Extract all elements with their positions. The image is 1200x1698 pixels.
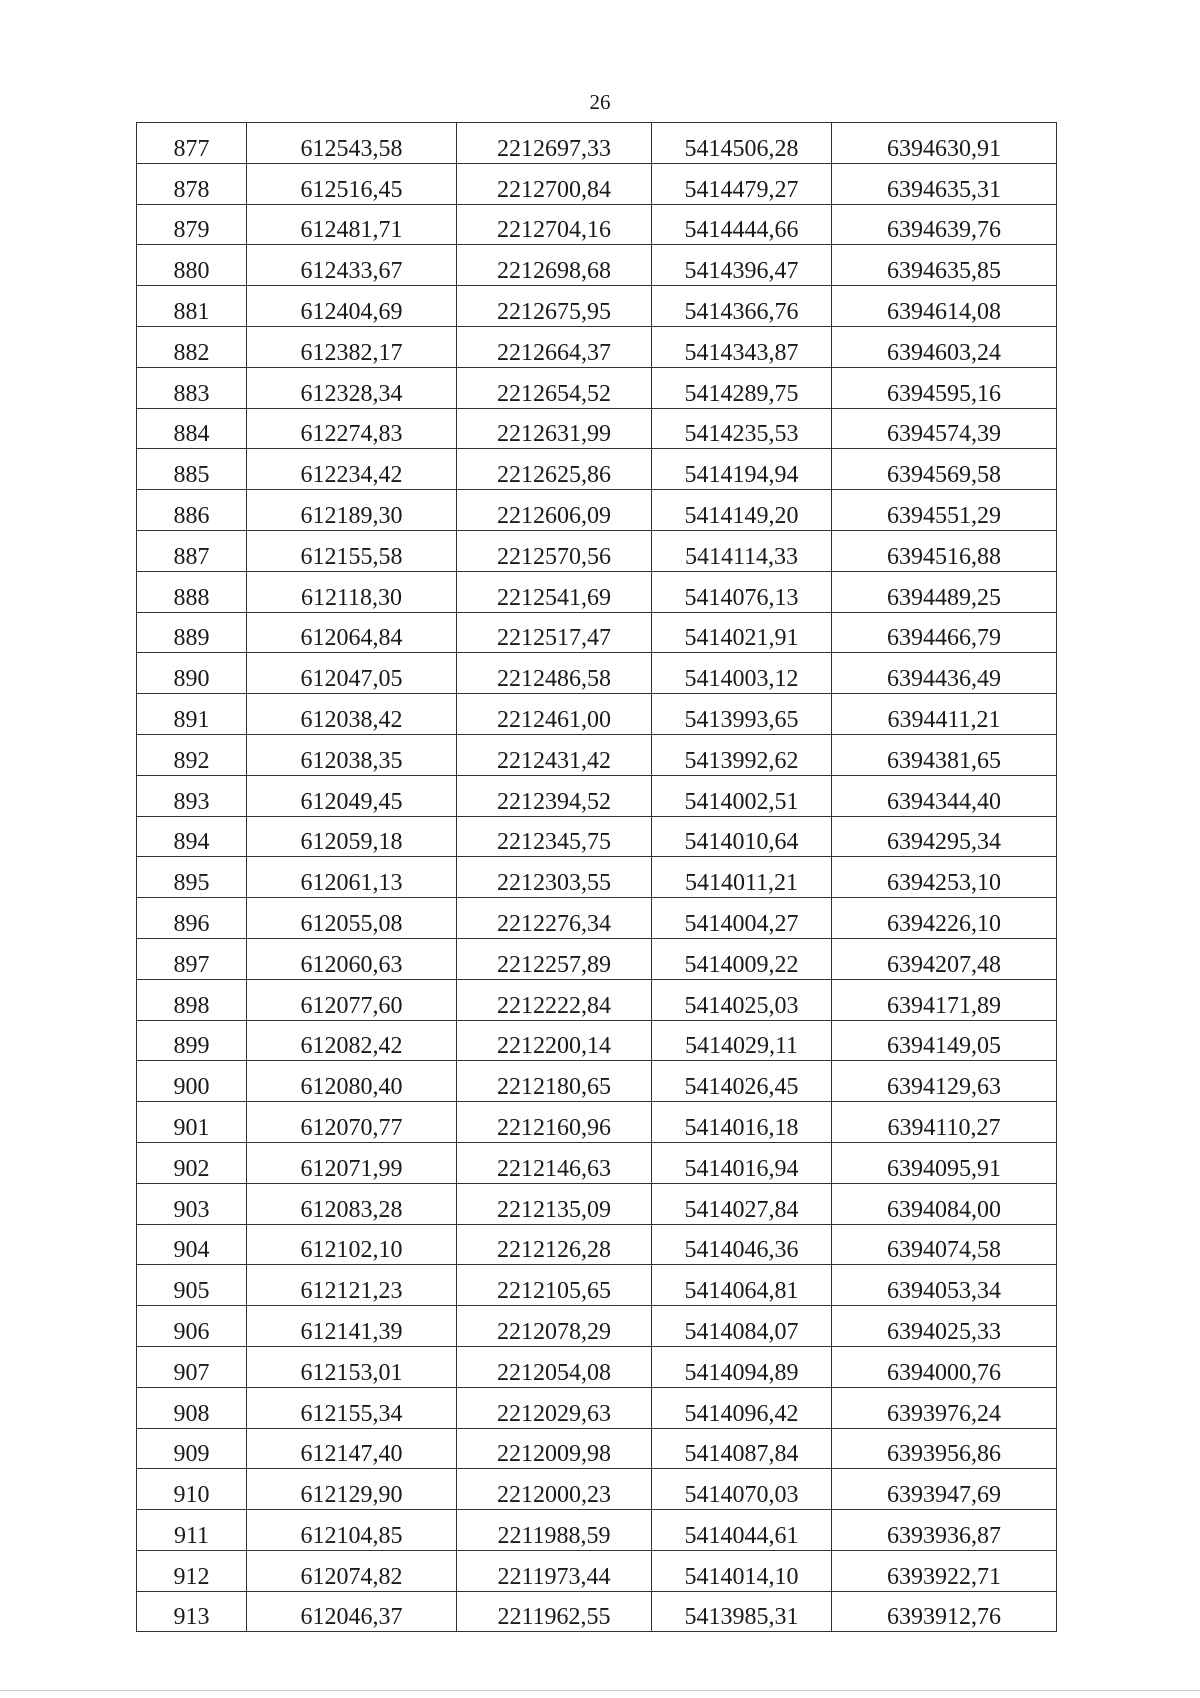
table-row — [137, 326, 1057, 367]
coord-x2-cell: 5414114,33 — [652, 530, 832, 571]
table-row — [137, 816, 1057, 857]
coord-y1-cell: 2212200,14 — [457, 1020, 652, 1061]
coord-y2-cell: 6394253,10 — [832, 857, 1057, 898]
coord-y1-cell: 2212486,58 — [457, 653, 652, 694]
point-number-cell: 898 — [137, 979, 247, 1020]
point-number-cell: 899 — [137, 1020, 247, 1061]
coord-x2-cell: 5414149,20 — [652, 490, 832, 531]
coord-x2-cell: 5414444,66 — [652, 204, 832, 245]
coord-x1-cell: 612234,42 — [247, 449, 457, 490]
coord-y2-cell: 6394110,27 — [832, 1102, 1057, 1143]
coord-y1-cell: 2212009,98 — [457, 1428, 652, 1469]
coord-y2-cell: 6394551,29 — [832, 490, 1057, 531]
coord-x2-cell: 5414094,89 — [652, 1346, 832, 1387]
coord-x2-cell: 5414396,47 — [652, 245, 832, 286]
table-row — [137, 1428, 1057, 1469]
coord-y2-cell: 6393936,87 — [832, 1510, 1057, 1551]
coord-y2-cell: 6394053,34 — [832, 1265, 1057, 1306]
coord-y1-cell: 2212029,63 — [457, 1387, 652, 1428]
coord-y2-cell: 6394411,21 — [832, 694, 1057, 735]
coord-x1-cell: 612082,42 — [247, 1020, 457, 1061]
table-row — [137, 1183, 1057, 1224]
point-number-cell: 877 — [137, 123, 247, 164]
table-row — [137, 1306, 1057, 1347]
coord-y1-cell: 2212461,00 — [457, 694, 652, 735]
coord-x2-cell: 5414003,12 — [652, 653, 832, 694]
coord-x2-cell: 5414021,91 — [652, 612, 832, 653]
coord-x1-cell: 612155,34 — [247, 1387, 457, 1428]
point-number-cell: 886 — [137, 490, 247, 531]
coord-x1-cell: 612038,35 — [247, 734, 457, 775]
coord-y2-cell: 6394149,05 — [832, 1020, 1057, 1061]
coord-x2-cell: 5414366,76 — [652, 286, 832, 327]
coord-y2-cell: 6394635,31 — [832, 163, 1057, 204]
coord-x1-cell: 612080,40 — [247, 1061, 457, 1102]
coord-y1-cell: 2212394,52 — [457, 775, 652, 816]
point-number-cell: 904 — [137, 1224, 247, 1265]
coord-y1-cell: 2212257,89 — [457, 938, 652, 979]
coord-x1-cell: 612060,63 — [247, 938, 457, 979]
coord-y1-cell: 2212000,23 — [457, 1469, 652, 1510]
coord-x2-cell: 5414002,51 — [652, 775, 832, 816]
coord-x1-cell: 612083,28 — [247, 1183, 457, 1224]
coord-x2-cell: 5414084,07 — [652, 1306, 832, 1347]
coord-y2-cell: 6394516,88 — [832, 530, 1057, 571]
point-number-cell: 901 — [137, 1102, 247, 1143]
point-number-cell: 907 — [137, 1346, 247, 1387]
coord-x1-cell: 612155,58 — [247, 530, 457, 571]
point-number-cell: 887 — [137, 530, 247, 571]
coord-x1-cell: 612049,45 — [247, 775, 457, 816]
coord-y1-cell: 2212704,16 — [457, 204, 652, 245]
point-number-cell: 891 — [137, 694, 247, 735]
coord-x1-cell: 612104,85 — [247, 1510, 457, 1551]
coord-x1-cell: 612121,23 — [247, 1265, 457, 1306]
point-number-cell: 884 — [137, 408, 247, 449]
table-row — [137, 694, 1057, 735]
coord-y2-cell: 6394084,00 — [832, 1183, 1057, 1224]
coord-x2-cell: 5414506,28 — [652, 123, 832, 164]
table-row — [137, 612, 1057, 653]
point-number-cell: 885 — [137, 449, 247, 490]
coord-y1-cell: 2212654,52 — [457, 367, 652, 408]
point-number-cell: 878 — [137, 163, 247, 204]
coord-y1-cell: 2212631,99 — [457, 408, 652, 449]
point-number-cell: 894 — [137, 816, 247, 857]
coord-y1-cell: 2212135,09 — [457, 1183, 652, 1224]
coord-x2-cell: 5414016,94 — [652, 1142, 832, 1183]
point-number-cell: 890 — [137, 653, 247, 694]
coord-x1-cell: 612141,39 — [247, 1306, 457, 1347]
coord-x2-cell: 5414014,10 — [652, 1550, 832, 1591]
coord-y2-cell: 6394489,25 — [832, 571, 1057, 612]
table-row — [137, 1224, 1057, 1265]
coord-y1-cell: 2212126,28 — [457, 1224, 652, 1265]
coord-x1-cell: 612038,42 — [247, 694, 457, 735]
coord-x2-cell: 5414009,22 — [652, 938, 832, 979]
coord-x2-cell: 5414076,13 — [652, 571, 832, 612]
coord-y2-cell: 6394639,76 — [832, 204, 1057, 245]
coord-x1-cell: 612328,34 — [247, 367, 457, 408]
coord-x1-cell: 612118,30 — [247, 571, 457, 612]
point-number-cell: 881 — [137, 286, 247, 327]
point-number-cell: 892 — [137, 734, 247, 775]
coord-y2-cell: 6394095,91 — [832, 1142, 1057, 1183]
coord-y2-cell: 6394614,08 — [832, 286, 1057, 327]
coord-x2-cell: 5413985,31 — [652, 1591, 832, 1632]
table-row — [137, 775, 1057, 816]
table-row — [137, 490, 1057, 531]
table-row — [137, 1387, 1057, 1428]
coord-x1-cell: 612102,10 — [247, 1224, 457, 1265]
table-row — [137, 1265, 1057, 1306]
coord-x2-cell: 5414004,27 — [652, 898, 832, 939]
scan-edge-line — [0, 1690, 1200, 1691]
coord-y2-cell: 6394630,91 — [832, 123, 1057, 164]
coord-x2-cell: 5414479,27 — [652, 163, 832, 204]
point-number-cell: 900 — [137, 1061, 247, 1102]
coord-x2-cell: 5414070,03 — [652, 1469, 832, 1510]
coord-x1-cell: 612543,58 — [247, 123, 457, 164]
coord-y2-cell: 6393922,71 — [832, 1550, 1057, 1591]
coord-y1-cell: 2212303,55 — [457, 857, 652, 898]
coord-y2-cell: 6394595,16 — [832, 367, 1057, 408]
coord-y1-cell: 2212431,42 — [457, 734, 652, 775]
coord-y1-cell: 2212698,68 — [457, 245, 652, 286]
coord-x1-cell: 612070,77 — [247, 1102, 457, 1143]
point-number-cell: 905 — [137, 1265, 247, 1306]
coord-y1-cell: 2212625,86 — [457, 449, 652, 490]
coord-x2-cell: 5414087,84 — [652, 1428, 832, 1469]
coord-x2-cell: 5414064,81 — [652, 1265, 832, 1306]
coord-y1-cell: 2212570,56 — [457, 530, 652, 571]
coord-x2-cell: 5414343,87 — [652, 326, 832, 367]
coord-x1-cell: 612059,18 — [247, 816, 457, 857]
coord-x2-cell: 5413992,62 — [652, 734, 832, 775]
coord-x2-cell: 5413993,65 — [652, 694, 832, 735]
table-row — [137, 367, 1057, 408]
coord-y1-cell: 2212541,69 — [457, 571, 652, 612]
coord-y1-cell: 2212697,33 — [457, 123, 652, 164]
coord-y2-cell: 6394025,33 — [832, 1306, 1057, 1347]
point-number-cell: 910 — [137, 1469, 247, 1510]
coord-y1-cell: 2212180,65 — [457, 1061, 652, 1102]
coord-y1-cell: 2212675,95 — [457, 286, 652, 327]
coord-x2-cell: 5414046,36 — [652, 1224, 832, 1265]
table-row — [137, 1591, 1057, 1632]
coord-x1-cell: 612061,13 — [247, 857, 457, 898]
coord-x1-cell: 612189,30 — [247, 490, 457, 531]
coord-y1-cell: 2212146,63 — [457, 1142, 652, 1183]
table-row — [137, 1550, 1057, 1591]
coord-x2-cell: 5414026,45 — [652, 1061, 832, 1102]
coord-y2-cell: 6394603,24 — [832, 326, 1057, 367]
table-row — [137, 571, 1057, 612]
point-number-cell: 889 — [137, 612, 247, 653]
table-row — [137, 938, 1057, 979]
coord-x1-cell: 612433,67 — [247, 245, 457, 286]
coord-y2-cell: 6394171,89 — [832, 979, 1057, 1020]
point-number-cell: 893 — [137, 775, 247, 816]
coord-y2-cell: 6393976,24 — [832, 1387, 1057, 1428]
table-row — [137, 1102, 1057, 1143]
coord-x1-cell: 612077,60 — [247, 979, 457, 1020]
coord-y1-cell: 2211988,59 — [457, 1510, 652, 1551]
table-row — [137, 653, 1057, 694]
table-row — [137, 1510, 1057, 1551]
coord-y2-cell: 6394129,63 — [832, 1061, 1057, 1102]
coord-x2-cell: 5414096,42 — [652, 1387, 832, 1428]
coord-x2-cell: 5414016,18 — [652, 1102, 832, 1143]
coord-y1-cell: 2212054,08 — [457, 1346, 652, 1387]
coord-y2-cell: 6394207,48 — [832, 938, 1057, 979]
coord-y1-cell: 2212276,34 — [457, 898, 652, 939]
table-row — [137, 123, 1057, 164]
point-number-cell: 888 — [137, 571, 247, 612]
coord-x1-cell: 612404,69 — [247, 286, 457, 327]
coordinates-table-body — [137, 123, 1057, 1632]
coord-x1-cell: 612516,45 — [247, 163, 457, 204]
point-number-cell: 879 — [137, 204, 247, 245]
point-number-cell: 911 — [137, 1510, 247, 1551]
table-row — [137, 857, 1057, 898]
table-row — [137, 449, 1057, 490]
point-number-cell: 906 — [137, 1306, 247, 1347]
coord-y2-cell: 6394226,10 — [832, 898, 1057, 939]
coord-x1-cell: 612074,82 — [247, 1550, 457, 1591]
coord-x1-cell: 612382,17 — [247, 326, 457, 367]
table-row — [137, 286, 1057, 327]
coord-x2-cell: 5414029,11 — [652, 1020, 832, 1061]
coord-y1-cell: 2211962,55 — [457, 1591, 652, 1632]
point-number-cell: 909 — [137, 1428, 247, 1469]
point-number-cell: 896 — [137, 898, 247, 939]
table-row — [137, 898, 1057, 939]
coord-y1-cell: 2212078,29 — [457, 1306, 652, 1347]
coord-y2-cell: 6394344,40 — [832, 775, 1057, 816]
coord-y2-cell: 6394635,85 — [832, 245, 1057, 286]
coord-y2-cell: 6394466,79 — [832, 612, 1057, 653]
coord-y1-cell: 2212700,84 — [457, 163, 652, 204]
coord-x2-cell: 5414044,61 — [652, 1510, 832, 1551]
coord-y2-cell: 6394295,34 — [832, 816, 1057, 857]
coordinates-table — [136, 122, 1057, 1632]
coord-y2-cell: 6394436,49 — [832, 653, 1057, 694]
coord-y1-cell: 2212664,37 — [457, 326, 652, 367]
point-number-cell: 897 — [137, 938, 247, 979]
coord-x1-cell: 612064,84 — [247, 612, 457, 653]
coord-x2-cell: 5414010,64 — [652, 816, 832, 857]
coord-y1-cell: 2212160,96 — [457, 1102, 652, 1143]
coord-y2-cell: 6393947,69 — [832, 1469, 1057, 1510]
coord-y1-cell: 2211973,44 — [457, 1550, 652, 1591]
point-number-cell: 883 — [137, 367, 247, 408]
coord-x2-cell: 5414027,84 — [652, 1183, 832, 1224]
table-row — [137, 1061, 1057, 1102]
point-number-cell: 913 — [137, 1591, 247, 1632]
coord-x1-cell: 612274,83 — [247, 408, 457, 449]
point-number-cell: 895 — [137, 857, 247, 898]
table-row — [137, 163, 1057, 204]
coord-x2-cell: 5414025,03 — [652, 979, 832, 1020]
coord-x1-cell: 612147,40 — [247, 1428, 457, 1469]
table-row — [137, 204, 1057, 245]
coord-x1-cell: 612047,05 — [247, 653, 457, 694]
coord-y2-cell: 6394074,58 — [832, 1224, 1057, 1265]
table-row — [137, 1346, 1057, 1387]
coord-x1-cell: 612153,01 — [247, 1346, 457, 1387]
table-row — [137, 530, 1057, 571]
table-row — [137, 979, 1057, 1020]
coord-y1-cell: 2212517,47 — [457, 612, 652, 653]
coord-y2-cell: 6393912,76 — [832, 1591, 1057, 1632]
coord-x1-cell: 612046,37 — [247, 1591, 457, 1632]
point-number-cell: 908 — [137, 1387, 247, 1428]
coord-x2-cell: 5414194,94 — [652, 449, 832, 490]
coord-y1-cell: 2212606,09 — [457, 490, 652, 531]
coord-y2-cell: 6394569,58 — [832, 449, 1057, 490]
coord-x1-cell: 612071,99 — [247, 1142, 457, 1183]
table-row — [137, 1142, 1057, 1183]
page-number: 26 — [589, 90, 611, 114]
coord-x2-cell: 5414289,75 — [652, 367, 832, 408]
table-row — [137, 734, 1057, 775]
coord-x2-cell: 5414011,21 — [652, 857, 832, 898]
coord-x1-cell: 612055,08 — [247, 898, 457, 939]
point-number-cell: 912 — [137, 1550, 247, 1591]
table-row — [137, 1020, 1057, 1061]
coord-x2-cell: 5414235,53 — [652, 408, 832, 449]
coord-y2-cell: 6394574,39 — [832, 408, 1057, 449]
point-number-cell: 903 — [137, 1183, 247, 1224]
coord-y2-cell: 6394381,65 — [832, 734, 1057, 775]
coord-y1-cell: 2212105,65 — [457, 1265, 652, 1306]
coord-x1-cell: 612481,71 — [247, 204, 457, 245]
coord-y2-cell: 6393956,86 — [832, 1428, 1057, 1469]
coord-y2-cell: 6394000,76 — [832, 1346, 1057, 1387]
coord-x1-cell: 612129,90 — [247, 1469, 457, 1510]
table-row — [137, 408, 1057, 449]
table-row — [137, 1469, 1057, 1510]
point-number-cell: 880 — [137, 245, 247, 286]
coord-y1-cell: 2212345,75 — [457, 816, 652, 857]
coord-y1-cell: 2212222,84 — [457, 979, 652, 1020]
point-number-cell: 882 — [137, 326, 247, 367]
point-number-cell: 902 — [137, 1142, 247, 1183]
table-row — [137, 245, 1057, 286]
